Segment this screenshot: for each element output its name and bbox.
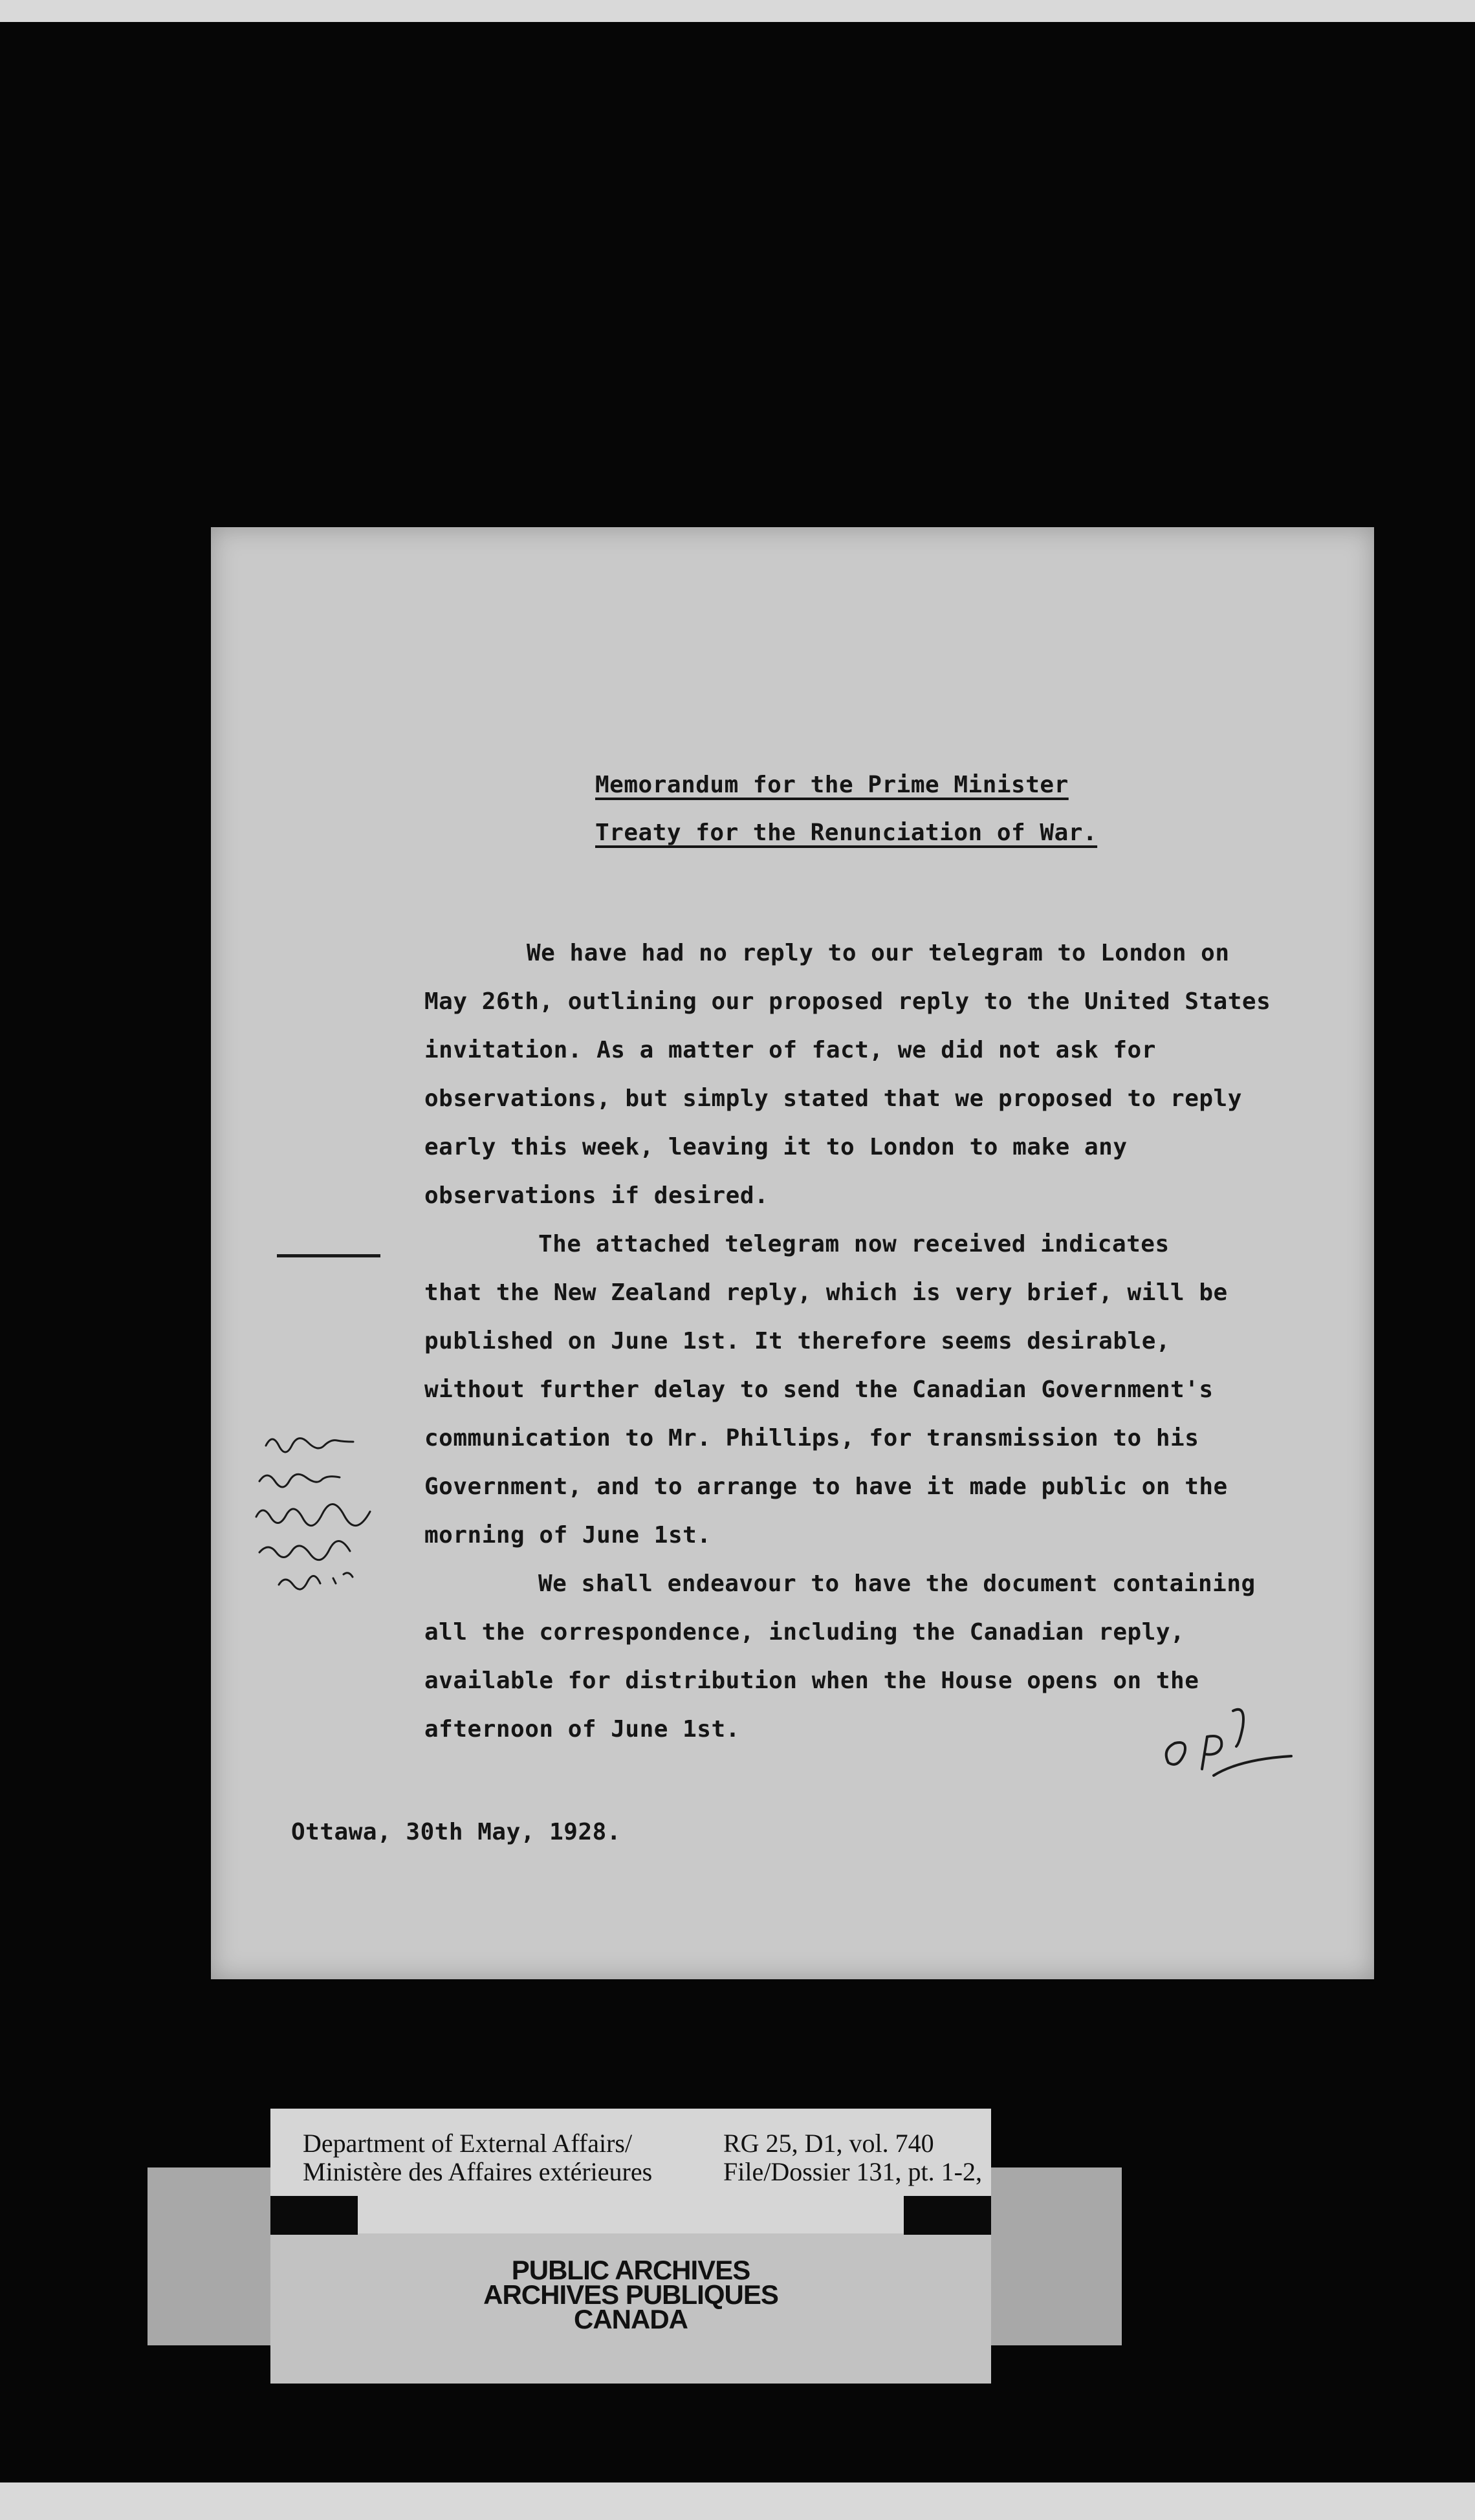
label-tab-left — [270, 2196, 358, 2235]
archive-stamp — [270, 2233, 991, 2384]
paragraph-1-line-1: We have had no reply to our telegram to London on — [527, 940, 1230, 966]
dateline: Ottawa, 30th May, 1928. — [291, 1819, 621, 1845]
paragraph-3-line-1: We shall endeavour to have the document containing — [538, 1570, 1256, 1597]
memo-subtitle: Treaty for the Renunciation of War. — [595, 820, 1098, 846]
memo-title: Memorandum for the Prime Minister — [595, 772, 1069, 798]
paragraph-1-line-5: early this week, leaving it to London to make any — [424, 1134, 1128, 1160]
paragraph-1-line-3: invitation. As a matter of fact, we did not ask for — [424, 1037, 1156, 1063]
stamp-line-3: CANADA — [574, 2304, 688, 2334]
stamp-line-1: PUBLIC ARCHIVES — [511, 2255, 750, 2285]
paragraph-3-line-3: available for distribution when the House opens on the — [424, 1667, 1199, 1694]
label-tab-right — [904, 2196, 991, 2235]
film-edge-bottom — [0, 2482, 1475, 2520]
handwritten-initials — [1149, 1685, 1298, 1788]
paragraph-3-line-4: afternoon of June 1st. — [424, 1716, 740, 1743]
paragraph-2-line-7: morning of June 1st. — [424, 1522, 712, 1548]
film-edge-top — [0, 0, 1475, 22]
paragraph-2-line-5: communication to Mr. Phillips, for transmission to his — [424, 1425, 1199, 1451]
paragraph-2-line-3: published on June 1st. It therefore seems desirable, — [424, 1328, 1171, 1354]
paragraph-2-line-1: The attached telegram now received indicates — [538, 1231, 1170, 1257]
paragraph-1-line-6: observations if desired. — [424, 1182, 769, 1209]
paragraph-2-line-6: Government, and to arrange to have it made public on the — [424, 1473, 1228, 1500]
memorandum-page — [211, 527, 1374, 1979]
paragraph-1-line-2: May 26th, outlining our proposed reply to the United States — [424, 988, 1271, 1015]
paragraph-2-line-4: without further delay to send the Canadian Government's — [424, 1376, 1214, 1403]
department-french: Ministère des Affaires extérieures — [303, 2157, 653, 2186]
file-number: File/Dossier 131, pt. 1-2, — [723, 2157, 982, 2186]
handwritten-margin-note — [240, 1420, 434, 1601]
paragraph-1-line-4: observations, but simply stated that we proposed to reply — [424, 1085, 1242, 1112]
paragraph-2-line-2: that the New Zealand reply, which is very brief, will be — [424, 1279, 1228, 1306]
department-english: Department of External Affairs/ — [303, 2129, 633, 2158]
reference-number: RG 25, D1, vol. 740 — [723, 2129, 934, 2158]
paragraph-3-line-2: all the correspondence, including the Canadian reply, — [424, 1619, 1185, 1646]
margin-rule — [277, 1254, 380, 1257]
archive-label-card — [270, 2109, 991, 2238]
stamp-line-2: ARCHIVES PUBLIQUES — [483, 2279, 778, 2310]
